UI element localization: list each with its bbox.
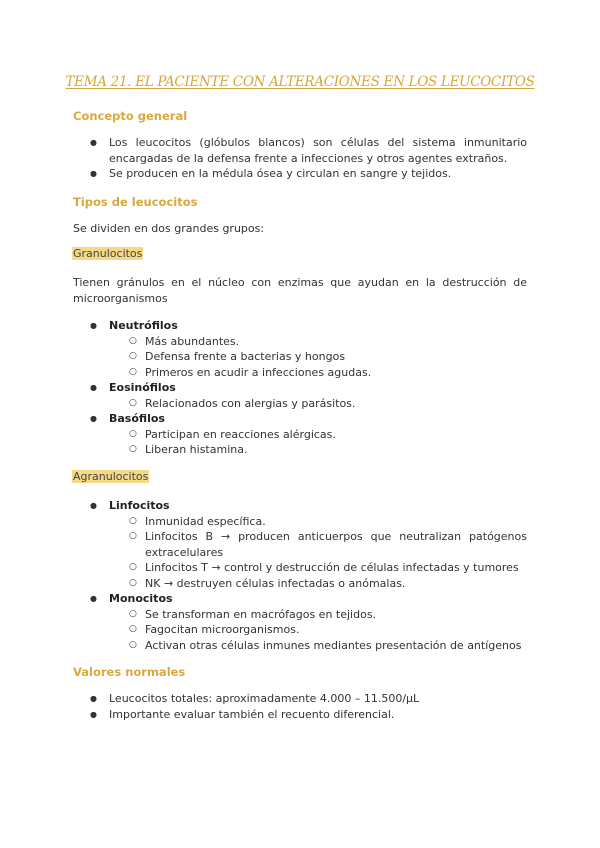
list-item (90, 411, 527, 458)
concepto-list (90, 135, 527, 182)
heading-valores-normales: Valores normales (73, 665, 186, 679)
list-item: ○ Linfocitos T → control y destrucción de células infectadas y tumores (109, 560, 527, 576)
list-item: ○ Relacionados con alergias y parásitos. (109, 396, 527, 412)
subheading-granulocitos: Granulocitos (73, 247, 143, 260)
heading-concepto-general: Concepto general (73, 109, 188, 123)
group-name: Neutrófilos (109, 319, 178, 332)
subheading-agranulocitos: Agranulocitos (73, 470, 149, 483)
list-item: ○ Participan en reacciones alérgicas. (109, 427, 527, 443)
list-item: ○ Inmunidad específica. (109, 514, 527, 530)
list-item (90, 591, 527, 653)
granulocitos-list (90, 318, 527, 458)
list-item: ● Importante evaluar también el recuento diferencial. (90, 707, 527, 723)
group-name: Basófilos (109, 412, 165, 425)
list-item (90, 380, 527, 411)
list-item: ● Se producen en la médula ósea y circulan en sangre y tejidos. (90, 166, 527, 182)
list-item (90, 318, 527, 380)
list-item: ○ NK → destruyen células infectadas o anómalas. (109, 576, 527, 592)
list-item: ○ Activan otras células inmunes mediantes presentación de antígenos (109, 638, 527, 654)
list-item: ○ Linfocitos B → producen anticuerpos que neutralizan patógenos extracelulares (109, 529, 527, 560)
granulocitos-description: Tienen gránulos en el núcleo con enzimas que ayudan en la destrucción de microorganismos (73, 276, 527, 305)
list-item: ● Leucocitos totales: aproximadamente 4.000 – 11.500/µL (90, 691, 527, 707)
list-item: ○ Más abundantes. (109, 334, 527, 350)
document-title: TEMA 21. EL PACIENTE CON ALTERACIONES EN LOS LEUCOCITOS (65, 74, 535, 90)
valores-list (90, 691, 527, 722)
list-item: ○ Fagocitan microorganismos. (109, 622, 527, 638)
agranulocitos-list (90, 498, 527, 653)
list-item: ● Los leucocitos (glóbulos blancos) son células del sistema inmunitario encargadas de la defensa frente a infecciones y otros agentes extraños. (90, 135, 527, 166)
tipos-intro: Se dividen en dos grandes grupos: (73, 222, 265, 235)
list-item: ○ Defensa frente a bacterias y hongos (109, 349, 527, 365)
list-item (90, 498, 527, 591)
heading-tipos-leucocitos: Tipos de leucocitos (73, 195, 198, 209)
group-name: Monocitos (109, 592, 173, 605)
list-item: ○ Primeros en acudir a infecciones agudas. (109, 365, 527, 381)
list-item: ○ Se transforman en macrófagos en tejidos. (109, 607, 527, 623)
group-name: Linfocitos (109, 499, 170, 512)
group-name: Eosinófilos (109, 381, 176, 394)
list-item: ○ Liberan histamina. (109, 442, 527, 458)
